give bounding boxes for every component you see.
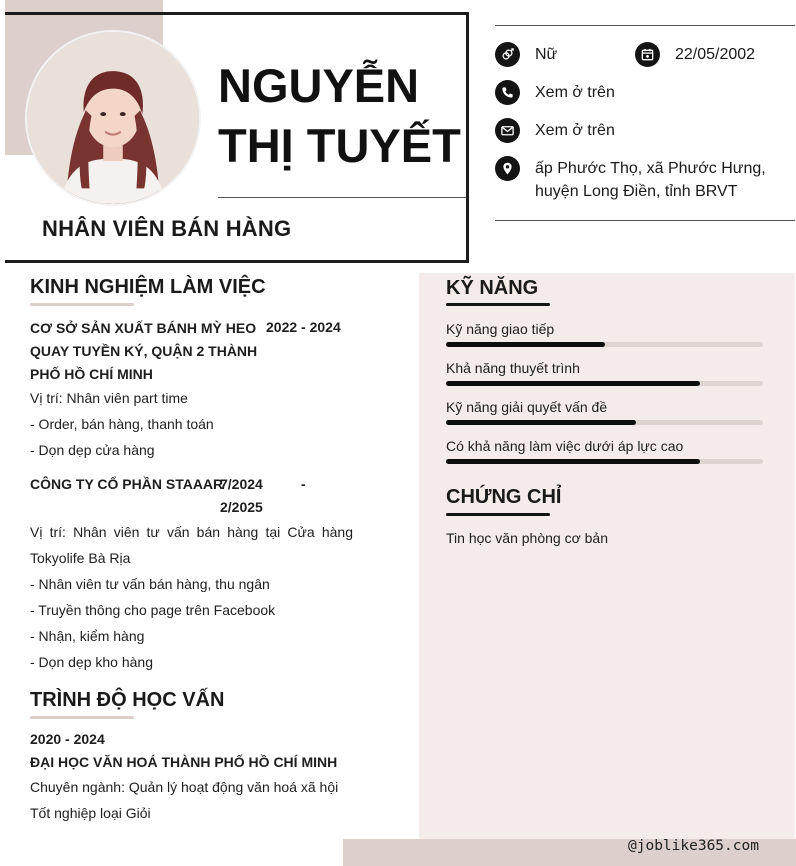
skills-title: KỸ NĂNG [446,277,539,299]
experience-underline [30,303,134,306]
certificates-title: CHỨNG CHỈ [446,486,562,508]
job-1-position: Vị trí: Nhân viên part time [30,390,188,406]
education-major: Chuyên ngành: Quản lý hoạt động văn hoá xã hội [30,779,339,795]
location-icon [495,156,520,181]
skill-bar-track [446,342,763,347]
job-2-period-separator: - [301,476,306,492]
gender-value: Nữ [535,46,558,63]
job-2-period-start: 7/2024 [220,476,263,492]
name-line-2: THỊ TUYẾT [218,119,461,172]
birthday-value: 22/05/2002 [675,46,756,63]
skill-bar-fill [446,381,700,386]
skill-label: Khả năng thuyết trình [446,360,580,376]
job-2-period-end: 2/2025 [220,499,263,515]
education-underline [30,716,134,719]
education-grade: Tốt nghiệp loại Giỏi [30,805,151,821]
portrait-image [27,32,199,204]
job-2-duty: - Nhân viên tư vấn bán hàng, thu ngân [30,576,270,592]
job-2-position-line-1: Vị trí: Nhân viên tư vấn bán hàng tại Cửa hàng [30,524,353,540]
education-period: 2020 - 2024 [30,731,105,747]
job-2-duty: - Truyền thông cho page trên Facebook [30,602,276,618]
gender-icon [495,42,520,67]
skill-bar-track [446,420,763,425]
contact-bottom-divider [495,220,795,221]
avatar [25,30,201,206]
skills-underline [446,303,550,306]
job-2-duty: - Nhận, kiểm hàng [30,628,145,644]
job-1-company [30,317,257,386]
job-2-duty: - Dọn dẹp kho hàng [30,654,153,670]
job-1-duty: - Order, bán hàng, thanh toán [30,416,214,432]
phone-value: Xem ở trên [535,84,615,101]
job-1-period: 2022 - 2024 [266,319,341,335]
skills-panel [419,273,795,839]
address-value [535,157,766,203]
skill-bar-fill [446,459,700,464]
contact-top-divider [495,25,795,26]
email-icon [495,118,520,143]
name-line-1: NGUYỄN [218,59,420,112]
certificate-item: Tin học văn phòng cơ bản [446,530,608,546]
job-2-position-line-2: Tokyolife Bà Rịa [30,550,131,566]
address-line-1: ấp Phước Thọ, xã Phước Hưng, [535,160,766,177]
phone-icon [495,80,520,105]
full-name [218,56,461,176]
skill-label: Kỹ năng giao tiếp [446,321,555,337]
watermark: @joblike365.com [628,838,759,854]
name-divider [218,197,466,198]
certificates-underline [446,513,550,516]
job-1-company-line-3: PHỐ HỒ CHÍ MINH [30,366,153,382]
education-title: TRÌNH ĐỘ HỌC VẤN [30,689,225,711]
address-line-2: huyện Long Điền, tỉnh BRVT [535,183,738,200]
email-value: Xem ở trên [535,122,615,139]
job-2-company: CÔNG TY CỔ PHẦN STAAAR [30,476,224,492]
calendar-icon [635,42,660,67]
job-1-duty: - Dọn dẹp cửa hàng [30,442,155,458]
skill-bar-fill [446,420,636,425]
skill-bar-track [446,381,763,386]
job-1-company-line-2: QUAY TUYỀN KÝ, QUẬN 2 THÀNH [30,343,258,359]
experience-title: KINH NGHIỆM LÀM VIỆC [30,276,266,298]
education-school: ĐẠI HỌC VĂN HOÁ THÀNH PHỐ HỒ CHÍ MINH [30,754,338,770]
skill-bar-track [446,459,763,464]
skill-label: Kỹ năng giải quyết vấn đề [446,399,608,415]
job-1-company-line-1: CƠ SỞ SẢN XUẤT BÁNH MỲ HEO [30,320,257,336]
skill-label: Có khả năng làm việc dưới áp lực cao [446,438,684,454]
job-title: NHÂN VIÊN BÁN HÀNG [42,216,292,241]
skill-bar-fill [446,342,605,347]
